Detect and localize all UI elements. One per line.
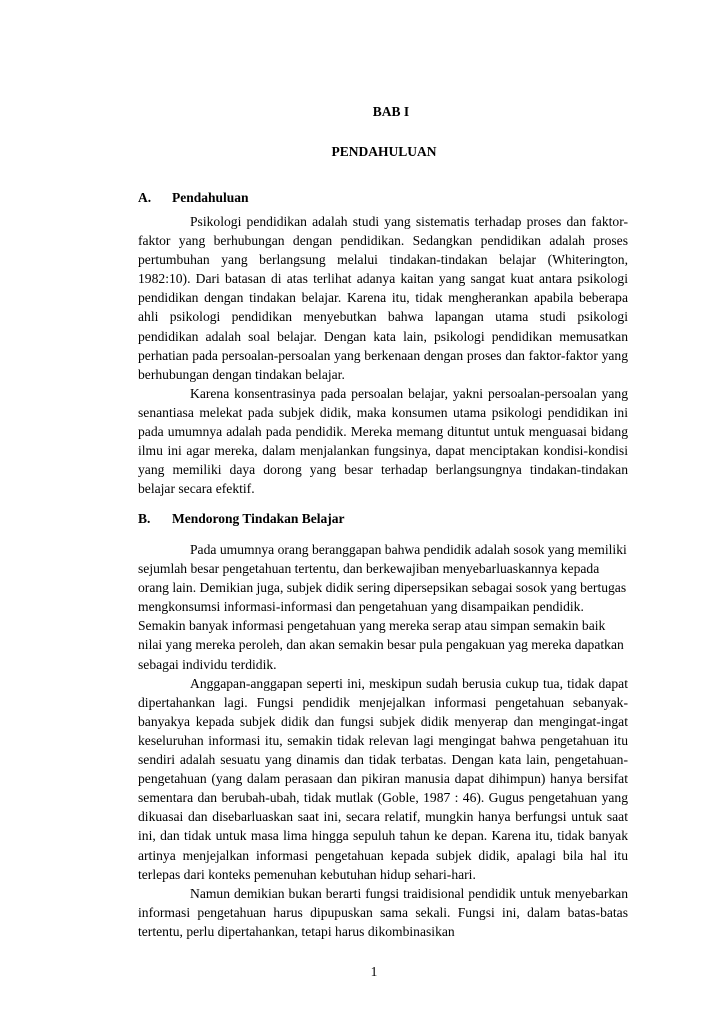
section-b-paragraph-1: Pada umumnya orang beranggapan bahwa pendidik adalah sosok yang memiliki sejumlah besar pengetahuan tertentu, dan berkewajiban menyebarluaskannya kepada orang lain. Demikian juga, subjek didik sering dipersepsikan sebagai sosok yang bertugas mengkonsumsi informasi-informasi dan pengetahuan yang disampaikan pendidik. Semakin banyak informasi pengetahuan yang mereka serap atau simpan semakin baik nilai yang mereka peroleh, dan akan semakin besar pula pengakuan yag mereka dapatkan sebagai individu terdidik. (138, 542, 627, 672)
section-a-letter: A. (138, 190, 152, 205)
chapter-number: BAB I (372, 104, 410, 119)
section-b-letter: B. (138, 511, 151, 526)
section-a-heading (138, 190, 628, 206)
section-b-paragraph-2: Anggapan-anggapan seperti ini, meskipun sudah berusia cukup tua, tidak dapat dipertahankan lagi. Fungsi pendidik menjejalkan informasi pengetahuan sebanyak-banyakya kepada subjek didik dan fungsi subjek didik menyerap dan mengingat-ingat keseluruhan informasi itu, semakin tidak relevan lagi mengingat bahwa pengetahuan itu sendiri adalah sesuatu yang dinamis dan tidak terbatas. Dengan kata lain, pengetahuan-pengetahuan (yang dalam perasaan dan pikiran manusia dapat dihimpun) hanya bersifat sementara dan berubah-ubah, tidak mutlak (Goble, 1987 : 46). Gugus pengetahuan yang dikuasai dan disebarluaskan saat ini, secara relatif, mungkin hanya berfungsi untuk saat ini, dan tidak untuk masa lima hingga sepuluh tahun ke depan. Karena itu, tidak banyak artinya menjejalkan informasi pengetahuan kepada subjek didik, apalagi bila hal itu terlepas dari konteks pemenuhan kebutuhan hidup sehari-hari. (138, 675, 628, 882)
chapter-title: PENDAHULUAN (331, 144, 437, 159)
section-a-body (138, 212, 628, 498)
section-b-paragraph-3: Namun demikian bukan berarti fungsi traidisional pendidik untuk menyebarkan informasi pengetahuan harus dipupuskan sama sekali. Fungsi ini, dalam batas-batas tertentu, perlu dipertahankan, tetapi harus dikombinasikan (138, 885, 628, 939)
page-number: 1 (370, 964, 378, 979)
section-a-paragraph-1: Psikologi pendidikan adalah studi yang sistematis terhadap proses dan faktor-faktor yang berhubungan dengan pendidikan. Sedangkan pendidikan adalah proses pertumbuhan yang berlangsung melalui tindakan-tindakan belajar (Whiterington, 1982:10). Dari batasan di atas terlihat adanya kaitan yang sangat kuat antara psikologi pendidikan dengan tindakan belajar. Karena itu, tidak mengherankan apabila beberapa ahli psikologi pendidikan menyebutkan bahwa lapangan utama studi psikologi pendidikan adalah soal belajar. Dengan kata lain, psikologi pendidikan memusatkan perhatian pada persoalan-persoalan yang berkenaan dengan proses dan faktor-faktor yang berhubungan dengan tindakan belajar. (138, 214, 628, 382)
section-b-title: Mendorong Tindakan Belajar (172, 511, 345, 526)
section-b-heading (138, 511, 628, 527)
section-a-paragraph-2: Karena konsentrasinya pada persoalan belajar, yakni persoalan-persoalan yang senantiasa melekat pada subjek didik, maka konsumen utama psikologi pendidikan ini pada umumnya adalah pada pendidik. Mereka memang dituntut untuk menguasai bidang ilmu ini agar mereka, dalam menjalankan fungsinya, dapat menciptakan kondisi-kondisi yang memiliki daya dorong yang besar terhadap berlangsungnya tindakan-tindakan belajar secara efektif. (138, 385, 628, 497)
section-a-title: Pendahuluan (172, 190, 249, 205)
section-b-body (138, 540, 628, 941)
